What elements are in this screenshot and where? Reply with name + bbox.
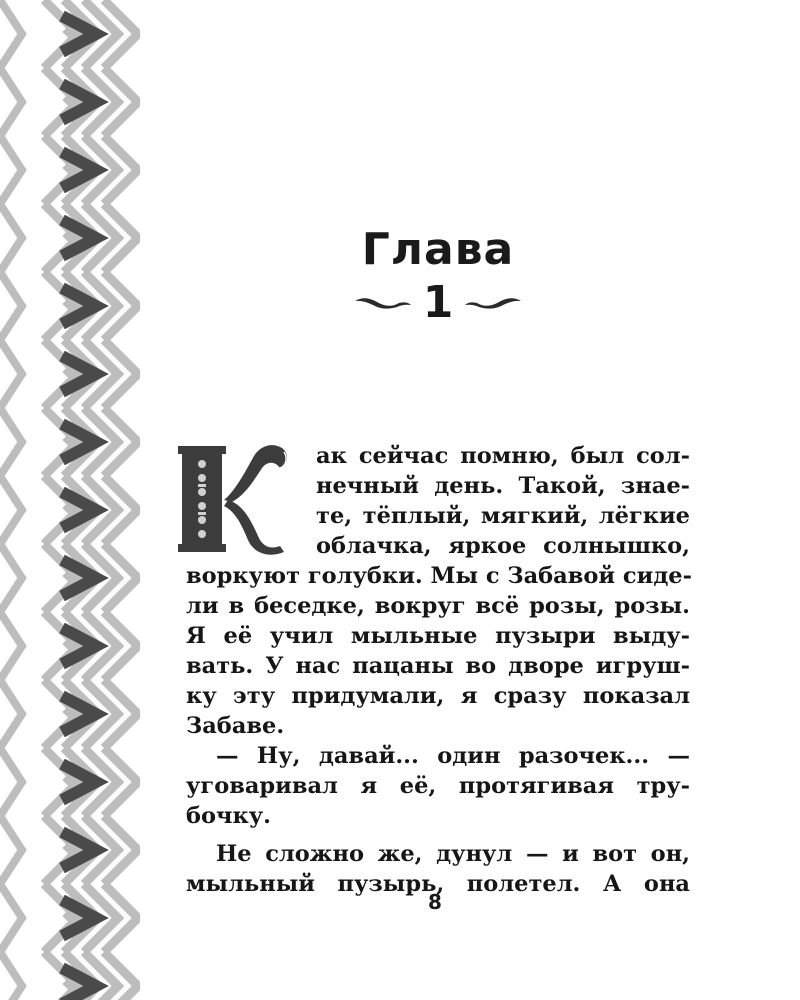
chevron-motif — [0, 680, 138, 748]
left-swash-ornament — [353, 295, 413, 311]
chapter-number-row — [188, 278, 688, 328]
text-line: мыльный пузырь, полетел. А она — [186, 871, 690, 897]
text-line: — Ну, давай... один разочек... — — [216, 743, 690, 769]
decorative-chevron-border — [0, 0, 140, 1000]
chapter-title: Глава — [361, 224, 515, 275]
chevron-border-pattern — [0, 0, 140, 1000]
chevron-motif — [0, 816, 138, 884]
text-line: бочку. — [186, 803, 271, 829]
text-line: уговаривал я её, протягивая тру- — [186, 773, 690, 799]
page-number: 8 — [428, 890, 442, 914]
paragraph-2 — [186, 741, 690, 831]
chapter-number: 1 — [422, 277, 454, 328]
chevron-motif — [0, 340, 138, 408]
chevron-motif — [0, 544, 138, 612]
text-line: Не сложно же, дунул — и вот он, — [216, 841, 690, 867]
text-line: Я её учил мыльные пузыри выду- — [186, 623, 690, 649]
chevron-motif — [0, 952, 138, 1000]
paragraph-1 — [186, 441, 690, 741]
text-line: ку эту придумали, я сразу показал — [186, 683, 690, 709]
chapter-text — [186, 441, 690, 899]
text-line: вать. У нас пацаны во дворе игруш- — [186, 653, 690, 679]
chevron-motif — [0, 204, 138, 272]
text-line: ли в беседке, вокруг всё розы, розы. — [186, 593, 690, 619]
chevron-motif — [0, 68, 138, 136]
text-line: нечный день. Такой, знае- — [316, 473, 690, 499]
text-line: те, тёплый, мягкий, лёгкие — [316, 503, 690, 529]
text-line: Забаве. — [186, 713, 285, 739]
chevron-motif — [0, 748, 138, 816]
chevron-motif — [0, 272, 138, 340]
text-line: облачка, яркое солнышко, — [316, 533, 690, 559]
chevron-motif — [0, 476, 138, 544]
chevron-motif — [0, 0, 138, 68]
right-swash-ornament — [463, 295, 523, 311]
chapter-heading — [188, 222, 688, 328]
chevron-motif — [0, 136, 138, 204]
chevron-motif — [0, 408, 138, 476]
chevron-motif — [0, 612, 138, 680]
text-line: ак сейчас помню, был сол- — [316, 443, 690, 469]
text-line: воркуют голубки. Мы с Забавой сиде- — [186, 563, 692, 589]
